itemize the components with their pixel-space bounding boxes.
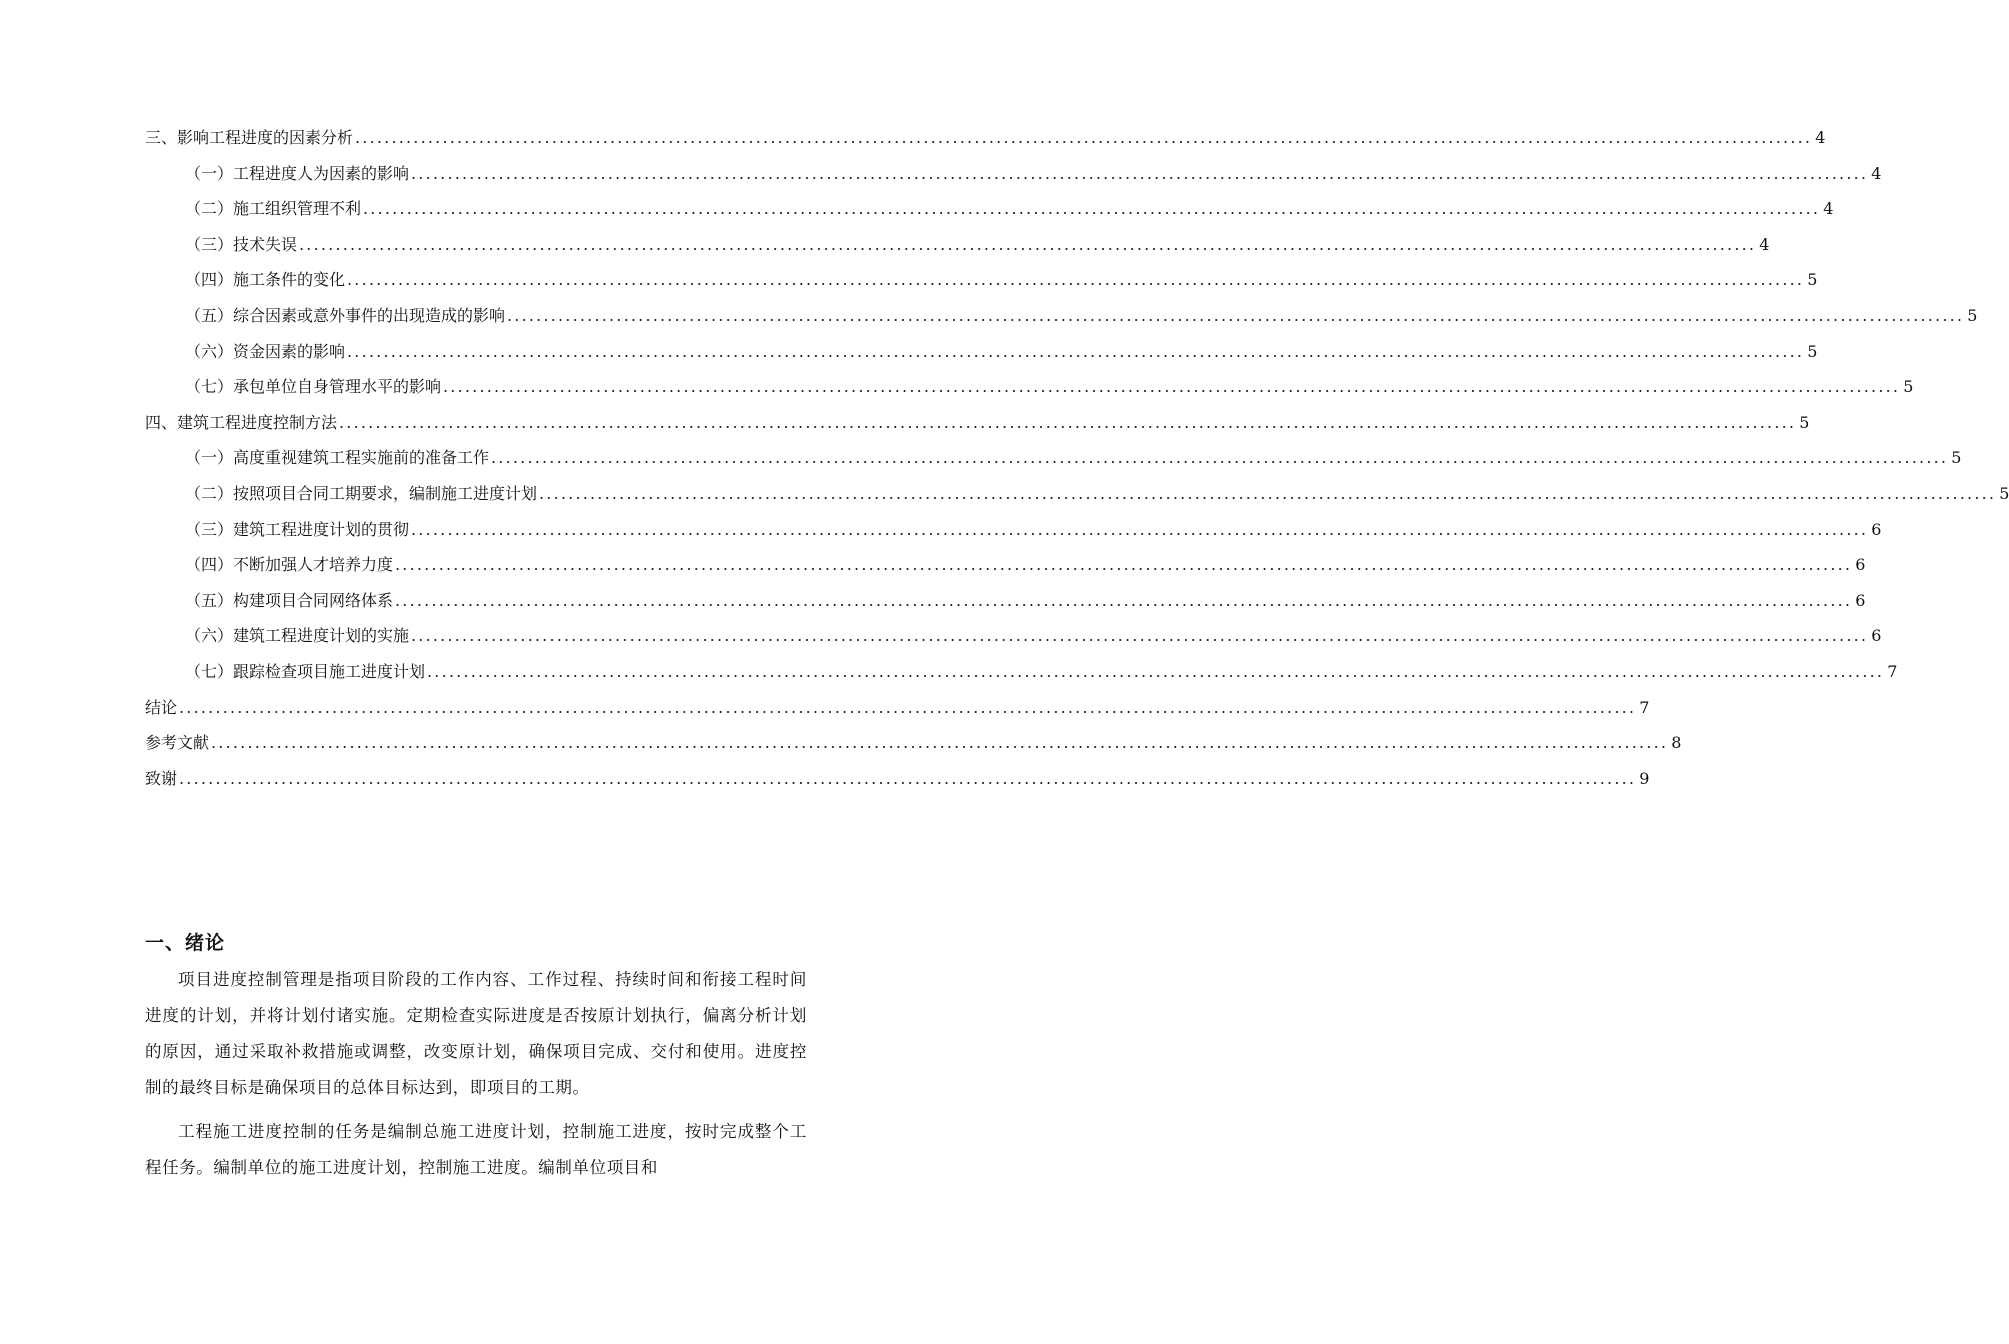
- toc-leader-dots: ........................................................................................................................................................................................................: [395, 590, 1853, 610]
- toc-entry[interactable]: [145, 725, 1682, 761]
- toc-leader-dots: ........................................................................................................................................................................................................: [179, 768, 1637, 788]
- toc-entry-title: （五）综合因素或意外事件的出现造成的影响: [185, 305, 506, 325]
- toc-leader-dots: ........................................................................................................................................................................................................: [347, 341, 1805, 361]
- toc-entry[interactable]: [145, 191, 1834, 227]
- toc-entry[interactable]: [145, 618, 1882, 654]
- toc-entry-title: 结论: [145, 697, 178, 717]
- toc-entry-page-number: 5: [1799, 412, 1810, 432]
- toc-entry-page-number: 5: [1903, 377, 1914, 397]
- toc-entry-page-number: 7: [1887, 661, 1898, 681]
- toc-entry-page-number: 6: [1871, 626, 1882, 646]
- toc-entry-page-number: 5: [1967, 305, 1978, 325]
- toc-entry-page-number: 7: [1639, 697, 1650, 717]
- toc-entry-title: （一）工程进度人为因素的影响: [185, 163, 410, 183]
- toc-entry-page-number: 6: [1855, 555, 1866, 575]
- toc-entry-title: （七）承包单位自身管理水平的影响: [185, 377, 442, 397]
- section-body: [145, 962, 807, 1194]
- toc-entry-title: （六）建筑工程进度计划的实施: [185, 626, 410, 646]
- toc-entry-page-number: 6: [1871, 519, 1882, 539]
- toc-entry-page-number: 5: [1999, 483, 2009, 503]
- toc-entry-page-number: 6: [1855, 590, 1866, 610]
- toc-entry-title: （七）跟踪检查项目施工进度计划: [185, 661, 426, 681]
- toc-leader-dots: ........................................................................................................................................................................................................: [395, 555, 1853, 575]
- toc-leader-dots: ........................................................................................................................................................................................................: [443, 377, 1901, 397]
- toc-entry-title: 致谢: [145, 768, 178, 788]
- toc-leader-dots: ........................................................................................................................................................................................................: [339, 412, 1797, 432]
- toc-entry-page-number: 9: [1639, 768, 1650, 788]
- toc-entry-title: （四）不断加强人才培养力度: [185, 555, 394, 575]
- toc-entry-title: （二）按照项目合同工期要求，编制施工进度计划: [185, 483, 538, 503]
- toc-entry[interactable]: [145, 334, 1818, 370]
- toc-entry[interactable]: [145, 440, 1962, 476]
- toc-entry[interactable]: [145, 120, 1826, 156]
- toc-entry-page-number: 4: [1759, 234, 1770, 254]
- toc-entry-title: （二）施工组织管理不利: [185, 199, 362, 219]
- toc-entry-title: 三、影响工程进度的因素分析: [145, 128, 354, 147]
- toc-leader-dots: ........................................................................................................................................................................................................: [299, 234, 1757, 254]
- toc-entry[interactable]: [145, 476, 2009, 512]
- toc-leader-dots: ........................................................................................................................................................................................................: [211, 733, 1669, 753]
- toc-entry[interactable]: [145, 227, 1770, 263]
- toc-leader-dots: ........................................................................................................................................................................................................: [427, 661, 1885, 681]
- table-of-contents: [145, 120, 2009, 796]
- toc-entry-title: （三）技术失误: [185, 234, 298, 254]
- toc-entry-title: （三）建筑工程进度计划的贯彻: [185, 519, 410, 539]
- toc-leader-dots: ........................................................................................................................................................................................................: [355, 128, 1813, 147]
- toc-entry-page-number: 8: [1671, 733, 1682, 753]
- toc-entry-page-number: 4: [1815, 128, 1826, 147]
- body-paragraph: 项目进度控制管理是指项目阶段的工作内容、工作过程、持续时间和衔接工程时间进度的计划，并将计划付诸实施。定期检查实际进度是否按原计划执行，偏离分析计划的原因，通过采取补救措施或调整，改变原计划，确保项目完成、交付和使用。进度控制的最终目标是确保项目的总体目标达到，即项目的工期。: [145, 970, 807, 1097]
- toc-leader-dots: ........................................................................................................................................................................................................: [539, 483, 1997, 503]
- toc-entry[interactable]: [145, 262, 1818, 298]
- toc-entry-page-number: 4: [1871, 163, 1882, 183]
- section-heading: 一、绪论: [145, 932, 226, 954]
- toc-entry-page-number: 5: [1807, 341, 1818, 361]
- toc-leader-dots: ........................................................................................................................................................................................................: [347, 270, 1805, 290]
- toc-entry[interactable]: [145, 369, 1914, 405]
- toc-entry-title: 四、建筑工程进度控制方法: [145, 412, 338, 432]
- toc-leader-dots: ........................................................................................................................................................................................................: [411, 163, 1869, 183]
- toc-leader-dots: ........................................................................................................................................................................................................: [179, 697, 1637, 717]
- toc-leader-dots: ........................................................................................................................................................................................................: [491, 448, 1949, 468]
- toc-entry-page-number: 5: [1951, 448, 1962, 468]
- toc-entry-title: 参考文献: [145, 733, 210, 753]
- toc-leader-dots: ........................................................................................................................................................................................................: [411, 519, 1869, 539]
- toc-entry-title: （六）资金因素的影响: [185, 341, 346, 361]
- toc-entry[interactable]: [145, 654, 1898, 690]
- toc-leader-dots: ........................................................................................................................................................................................................: [507, 305, 1965, 325]
- toc-leader-dots: ........................................................................................................................................................................................................: [363, 199, 1821, 219]
- toc-entry[interactable]: [145, 405, 1810, 441]
- toc-entry[interactable]: [145, 512, 1882, 548]
- toc-entry-title: （四）施工条件的变化: [185, 270, 346, 290]
- toc-entry[interactable]: [145, 298, 1978, 334]
- toc-entry[interactable]: [145, 761, 1650, 797]
- toc-entry-page-number: 5: [1807, 270, 1818, 290]
- toc-entry[interactable]: [145, 583, 1866, 619]
- toc-entry-title: （五）构建项目合同网络体系: [185, 590, 394, 610]
- body-paragraph: 工程施工进度控制的任务是编制总施工进度计划，控制施工进度，按时完成整个工程任务。编制单位的施工进度计划，控制施工进度。编制单位项目和: [145, 1122, 807, 1177]
- toc-entry[interactable]: [145, 156, 1882, 192]
- toc-entry[interactable]: [145, 547, 1866, 583]
- toc-leader-dots: ........................................................................................................................................................................................................: [411, 626, 1869, 646]
- toc-entry[interactable]: [145, 690, 1650, 726]
- toc-entry-title: （一）高度重视建筑工程实施前的准备工作: [185, 448, 490, 468]
- toc-entry-page-number: 4: [1823, 199, 1834, 219]
